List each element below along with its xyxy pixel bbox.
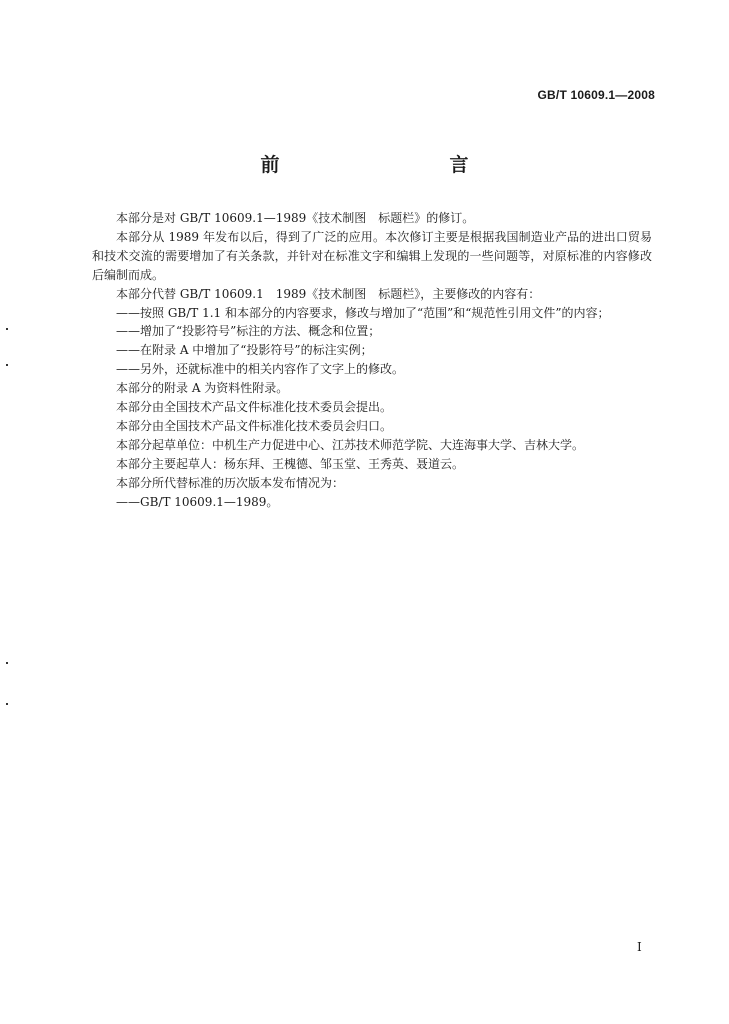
page-number: I: [637, 940, 642, 954]
paragraph-revision-basis: 本部分是对 GB/T 10609.1—1989《技术制图 标题栏》的修订。: [116, 211, 475, 225]
change-item: ——增加了“投影符号”标注的方法、概念和位置；: [116, 324, 381, 339]
paragraph-appendix-note: 本部分的附录 A 为资料性附录。: [116, 381, 289, 396]
margin-dot: [6, 662, 8, 664]
margin-dot: [6, 703, 8, 705]
paragraph-revision-background: 本部分从 1989 年发布以后，得到了广泛的应用。本次修订主要是根据我国制造业产品的进出口贸易和技术交流的需要增加了有关条款，并针对在标准文字和编辑上发现的一些问题等，对原标准的内容修改后编制而成。: [92, 229, 652, 282]
change-item: ——在附录 A 中增加了“投影符号”的标注实例；: [116, 343, 373, 358]
paragraph-replacement-intro: 本部分代替 GB/T 10609.1 1989《技术制图 标题栏》，主要修改的内容有：: [116, 286, 541, 301]
standard-code-header: GB/T 10609.1—2008: [537, 88, 655, 102]
paragraph-centralized-by: 本部分由全国技术产品文件标准化技术委员会归口。: [116, 418, 393, 433]
paragraph-drafters: 本部分主要起草人：杨东拜、王槐德、邹玉堂、王秀英、聂道云。: [116, 456, 465, 471]
paragraph-previous-editions: 本部分所代替标准的历次版本发布情况为：: [116, 475, 345, 490]
change-item: ——另外，还就标准中的相关内容作了文字上的修改。: [116, 362, 405, 377]
paragraph-proposed-by: 本部分由全国技术产品文件标准化技术委员会提出。: [116, 400, 393, 415]
page-title: 前 言: [260, 154, 513, 176]
foreword-body: [92, 209, 652, 512]
paragraph-drafting-units: 本部分起草单位：中机生产力促进中心、江苏技术师范学院、大连海事大学、吉林大学。: [116, 437, 585, 452]
margin-dot: [6, 364, 8, 366]
previous-edition-item: ——GB/T 10609.1—1989。: [116, 494, 279, 509]
margin-dot: [6, 328, 8, 330]
change-item: ——按照 GB/T 1.1 和本部分的内容要求，修改与增加了“范围”和“规范性引用文件”的内容；: [116, 305, 610, 320]
